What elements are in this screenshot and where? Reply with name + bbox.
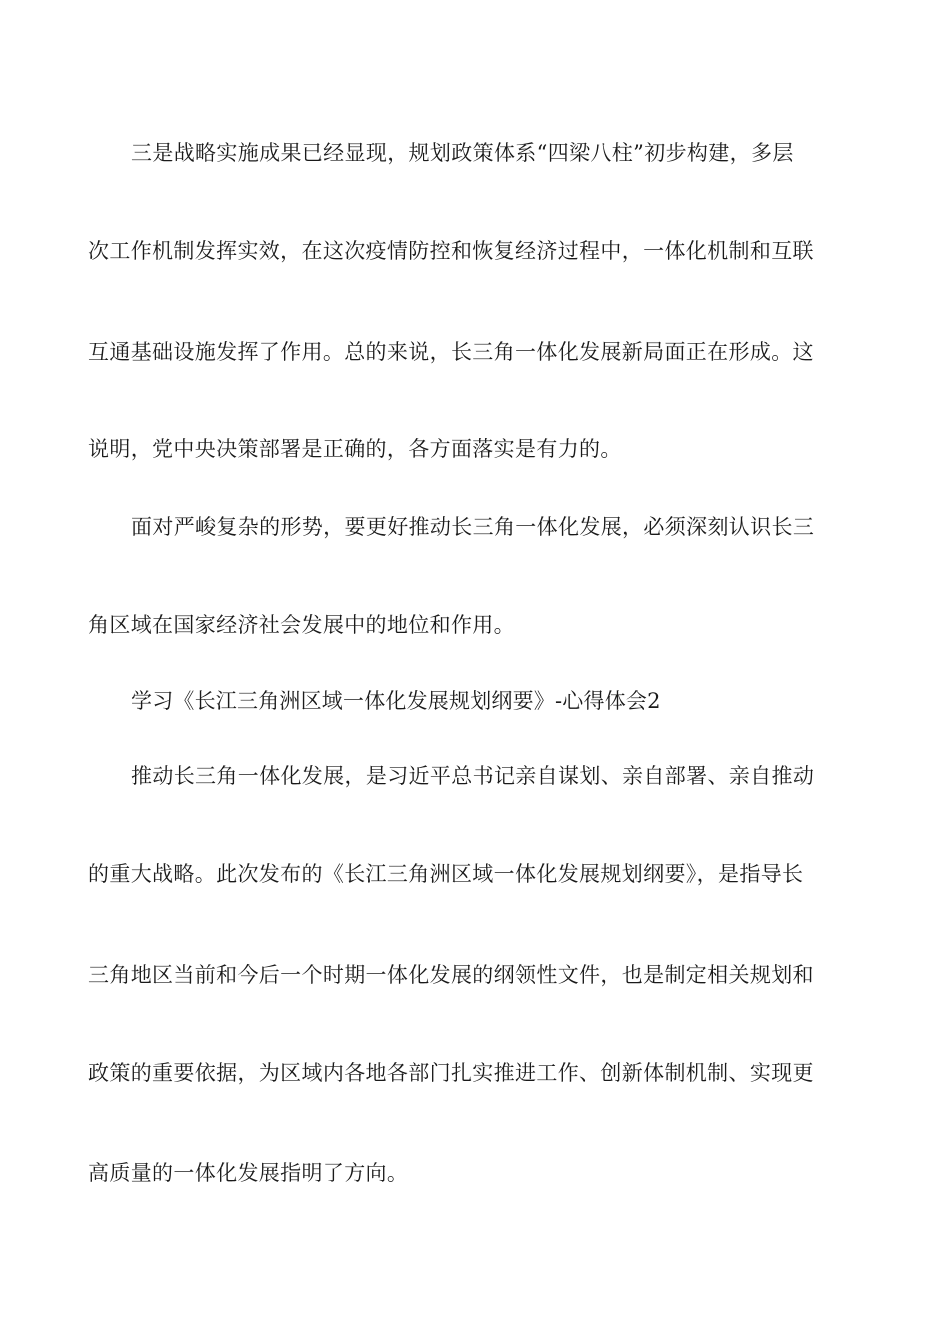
paragraph-3-line-5: 高质量的一体化发展指明了方向。 — [88, 1161, 409, 1185]
section-heading: 学习《长江三角洲区域一体化发展规划纲要》-心得体会2 — [131, 689, 661, 713]
paragraph-1-line-3: 互通基础设施发挥了作用。总的来说，长三角一体化发展新局面正在形成。这 — [88, 340, 814, 364]
paragraph-3-line-1: 推动长三角一体化发展，是习近平总书记亲自谋划、亲自部署、亲自推动 — [131, 764, 815, 788]
paragraph-3-line-4: 政策的重要依据，为区域内各地各部门扎实推进工作、创新体制机制、实现更 — [88, 1061, 814, 1085]
paragraph-2-line-1: 面对严峻复杂的形势，要更好推动长三角一体化发展，必须深刻认识长三 — [131, 515, 815, 539]
paragraph-1-line-4: 说明，党中央决策部署是正确的，各方面落实是有力的。 — [88, 437, 622, 461]
paragraph-3-line-3: 三角地区当前和今后一个时期一体化发展的纲领性文件，也是制定相关规划和 — [88, 963, 814, 987]
paragraph-1-line-2: 次工作机制发挥实效，在这次疫情防控和恢复经济过程中，一体化机制和互联 — [88, 239, 814, 263]
paragraph-2-line-2: 角区域在国家经济社会发展中的地位和作用。 — [88, 613, 515, 637]
paragraph-3-line-2: 的重大战略。此次发布的《长江三角洲区域一体化发展规划纲要》，是指导长 — [88, 862, 804, 886]
paragraph-1-line-1: 三是战略实施成果已经显现，规划政策体系“四梁八柱”初步构建，多层 — [131, 141, 794, 165]
